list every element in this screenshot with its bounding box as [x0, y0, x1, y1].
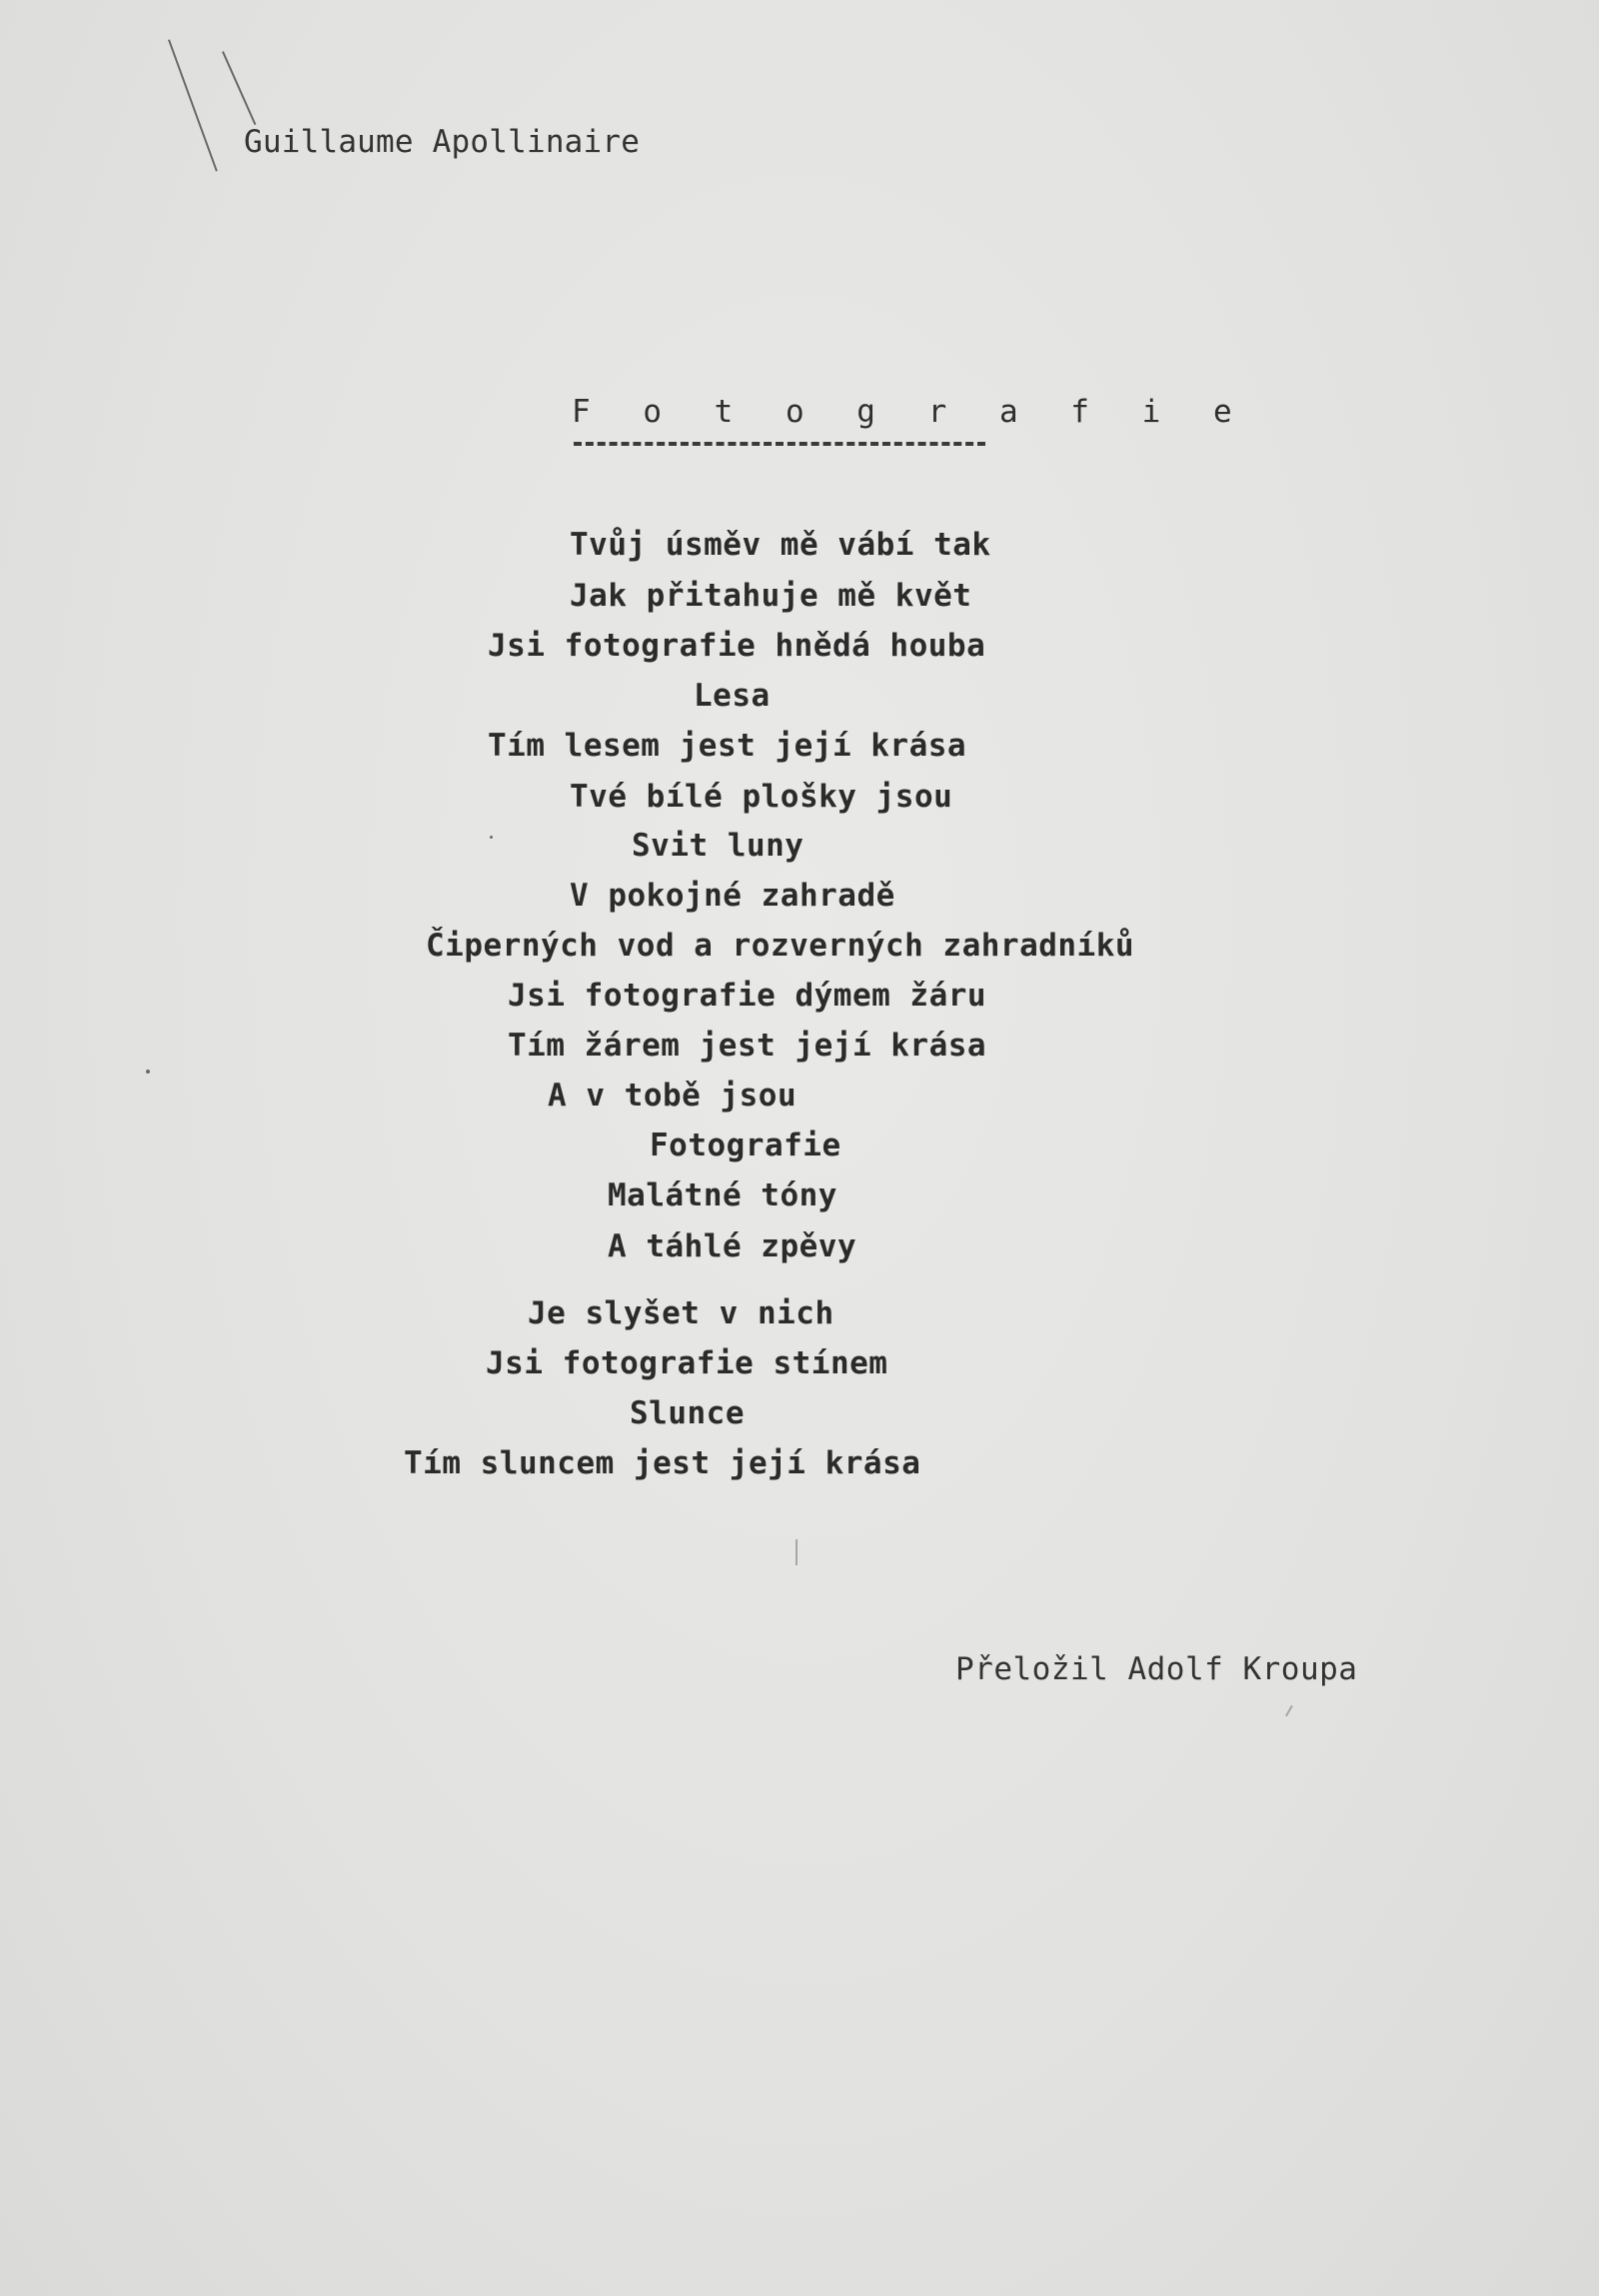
poem-line: Slunce [630, 1395, 745, 1431]
poem-line: A v tobě jsou [548, 1078, 798, 1114]
poem-line: Tvůj úsměv mě vábí tak [570, 527, 991, 563]
poem-line: Jsi fotografie stínem [486, 1345, 888, 1381]
poem-line: Malátné tóny [608, 1177, 837, 1213]
translator-credit: Přeložil Adolf Kroupa [955, 1651, 1358, 1687]
poem-line: Čiperných vod a rozverných zahradníků [426, 928, 1135, 964]
poem-line: Lesa [694, 678, 771, 714]
poem-line: Tím sluncem jest její krása [404, 1445, 921, 1481]
paper-speck [796, 1539, 798, 1565]
poem-title: F o t o g r a f i e [572, 394, 1249, 430]
poem-line: Jsi fotografie dýmem žáru [508, 978, 987, 1014]
pencil-stroke-mark [222, 51, 256, 125]
pencil-stroke-mark [168, 39, 218, 171]
poem-line: Je slyšet v nich [528, 1295, 834, 1331]
poem-line: Tím lesem jest její krása [488, 728, 967, 764]
poem-line: Tvé bílé plošky jsou [570, 779, 953, 815]
poem-line: V pokojné zahradě [570, 878, 895, 914]
paper-speck [1285, 1705, 1293, 1716]
author-name: Guillaume Apollinaire [244, 124, 641, 160]
poem-line: A táhlé zpěvy [608, 1228, 857, 1264]
title-underline [574, 442, 985, 446]
poem-line: Tím žárem jest její krása [508, 1028, 987, 1064]
poem-line: Svit luny [632, 828, 804, 864]
poem-line: Fotografie [650, 1128, 841, 1163]
poem-line: Jak přitahuje mě květ [570, 578, 972, 614]
paper-speck [146, 1070, 150, 1074]
poem-line: Jsi fotografie hnědá houba [488, 628, 986, 664]
paper-speck [490, 836, 493, 839]
